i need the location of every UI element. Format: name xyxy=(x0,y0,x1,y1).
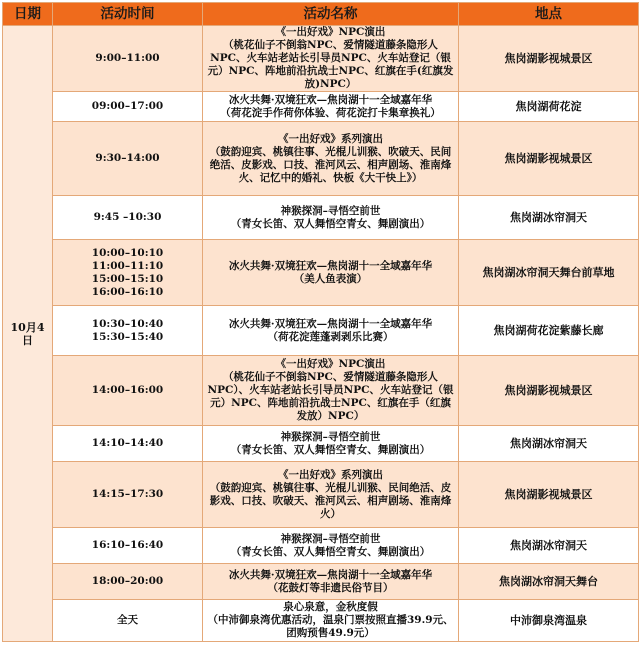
activity-title: 冰火共舞·双境狂欢—焦岗湖十一全域嘉年华 xyxy=(228,259,433,272)
activity-cell xyxy=(203,600,459,642)
time-slot: 10:00–10:10 xyxy=(91,246,164,259)
activity-cell xyxy=(203,462,459,528)
time-slot: 15:30–15:40 xyxy=(91,330,164,343)
activity-cell xyxy=(203,92,459,122)
activity-title: 冰火共舞·双境狂欢—焦岗湖十一全域嘉年华 xyxy=(228,93,433,106)
header-location: 地点 xyxy=(459,3,639,26)
activity-cell xyxy=(203,26,459,92)
time-cell xyxy=(53,196,203,240)
activity-description: （美人鱼表演） xyxy=(293,272,368,285)
location-cell: 焦岗湖冰帘洞天舞台前草地 xyxy=(459,240,639,306)
time-slot: 09:00–17:00 xyxy=(91,100,164,112)
location-cell: 焦岗湖冰帘洞天 xyxy=(459,196,639,240)
time-cell xyxy=(53,528,203,564)
time-cell xyxy=(53,240,203,306)
time-cell xyxy=(53,600,203,642)
schedule-table xyxy=(2,2,639,642)
location-cell: 焦岗湖冰帘洞天 xyxy=(459,426,639,462)
schedule-row xyxy=(3,600,639,642)
activity-description: （青女长笛、双人舞悟空青女、舞剧演出） xyxy=(230,217,431,230)
activity-title: 《一出好戏》系列演出 xyxy=(278,468,383,481)
time-cell xyxy=(53,462,203,528)
header-date: 日期 xyxy=(3,3,53,26)
activity-title: 冰火共舞·双境狂欢—焦岗湖十一全域嘉年华 xyxy=(228,568,433,581)
time-slot: 15:00–15:10 xyxy=(91,272,164,285)
time-slot: 14:00–16:00 xyxy=(91,384,164,396)
activity-cell xyxy=(203,240,459,306)
activity-title: 泉心泉意，金秋度假 xyxy=(283,601,378,613)
schedule-row xyxy=(3,26,639,92)
time-slot: 16:10–16:40 xyxy=(91,539,164,551)
activity-description: （青女长笛、双人舞悟空青女、舞剧演出） xyxy=(230,545,431,558)
activity-title: 《一出好戏》NPC演出 xyxy=(275,26,386,38)
activity-description: （青女长笛、双人舞悟空青女、舞剧演出） xyxy=(230,443,431,456)
activity-description: （鼓韵迎宾、桃镇往事、光棍儿训猴、吹破天、民间绝活、皮影戏、口技、淮河风云、相声剧场、淮南烽火、记忆中的婚礼、快板《大干快上》） xyxy=(209,145,452,184)
location-cell: 焦岗湖影视城景区 xyxy=(459,122,639,196)
time-cell xyxy=(53,122,203,196)
location-cell: 焦岗湖荷花淀紫藤长廊 xyxy=(459,306,639,356)
time-cell xyxy=(53,306,203,356)
time-slot: 9:30–14:00 xyxy=(95,152,160,164)
schedule-row xyxy=(3,564,639,600)
activity-description: （桃花仙子不倒翁NPC、爱情隧道藤条隐形人NPC、火车站老站长引导员NPC、火车站登记（银元）NPC、阵地前沿抗战士NPC、红旗在手(红旗发放)NPC） xyxy=(207,39,454,90)
activity-title: 神猴探洞–寻悟空前世 xyxy=(280,430,381,443)
activity-cell xyxy=(203,564,459,600)
header-time: 活动时间 xyxy=(53,3,203,26)
location-cell: 焦岗湖影视城景区 xyxy=(459,26,639,92)
schedule-row xyxy=(3,306,639,356)
location-cell: 中沛御泉湾温泉 xyxy=(459,600,639,642)
activity-title: 神猴探洞–寻悟空前世 xyxy=(280,204,381,217)
time-cell xyxy=(53,564,203,600)
time-slot: 14:10–14:40 xyxy=(91,437,164,449)
schedule-row xyxy=(3,196,639,240)
time-cell xyxy=(53,26,203,92)
schedule-row xyxy=(3,122,639,196)
time-slot: 14:15–17:30 xyxy=(91,488,164,500)
activity-cell xyxy=(203,196,459,240)
time-slot: 9:00–11:00 xyxy=(95,52,160,64)
time-cell xyxy=(53,426,203,462)
activity-cell xyxy=(203,306,459,356)
location-cell: 焦岗湖冰帘洞天舞台 xyxy=(459,564,639,600)
activity-title: 冰火共舞·双境狂欢—焦岗湖十一全域嘉年华 xyxy=(228,317,433,330)
schedule-row xyxy=(3,426,639,462)
activity-description: （荷花淀莲蓬剥剥乐比赛） xyxy=(267,330,394,343)
activity-description: （中沛御泉湾优惠活动，温泉门票按照直播39.9元、团购预售49.9元） xyxy=(207,614,454,639)
time-slot: 18:00–20:00 xyxy=(91,575,164,587)
activity-title: 《一出好戏》NPC演出 xyxy=(275,358,386,370)
header-activity-name: 活动名称 xyxy=(203,3,459,26)
time-slot: 9:45 –10:30 xyxy=(93,211,162,223)
schedule-row xyxy=(3,528,639,564)
time-slot: 11:00–11:10 xyxy=(91,259,164,272)
schedule-row xyxy=(3,92,639,122)
time-slot: 10:30–10:40 xyxy=(91,317,164,330)
activity-cell xyxy=(203,122,459,196)
header-row xyxy=(3,3,639,26)
time-cell xyxy=(53,356,203,426)
time-slot: 16:00–16:10 xyxy=(91,285,164,298)
time-cell xyxy=(53,92,203,122)
date-cell: 10月4日 xyxy=(3,26,53,642)
location-cell: 焦岗湖冰帘洞天 xyxy=(459,528,639,564)
location-cell: 焦岗湖影视城景区 xyxy=(459,356,639,426)
activity-title: 神猴探洞–寻悟空前世 xyxy=(280,532,381,545)
schedule-row xyxy=(3,462,639,528)
activity-description: （桃花仙子不倒翁NPC、爱情隧道藤条隐形人NPC）、火车站老站长引导员NPC、火车站登记（银元）NPC、阵地前沿抗战士NPC、红旗在手（红旗发放）NPC） xyxy=(207,371,454,422)
activity-title: 《一出好戏》系列演出 xyxy=(278,132,383,145)
schedule-body xyxy=(3,26,639,642)
activity-cell xyxy=(203,426,459,462)
activity-description: （荷花淀手作荷你体验、荷花淀打卡集章换礼） xyxy=(220,106,441,119)
schedule-row xyxy=(3,240,639,306)
time-slot: 全天 xyxy=(117,614,138,626)
schedule-row xyxy=(3,356,639,426)
location-cell: 焦岗湖荷花淀 xyxy=(459,92,639,122)
activity-description: （鼓韵迎宾、桃镇往事、光棍儿训猴、民间绝活、皮影戏、口技、吹破天、淮河风云、相声剧场、淮南烽火） xyxy=(209,481,452,520)
activity-description: （花鼓灯等非遗民俗节目） xyxy=(267,581,394,594)
activity-cell xyxy=(203,528,459,564)
activity-cell xyxy=(203,356,459,426)
location-cell: 焦岗湖影视城景区 xyxy=(459,462,639,528)
